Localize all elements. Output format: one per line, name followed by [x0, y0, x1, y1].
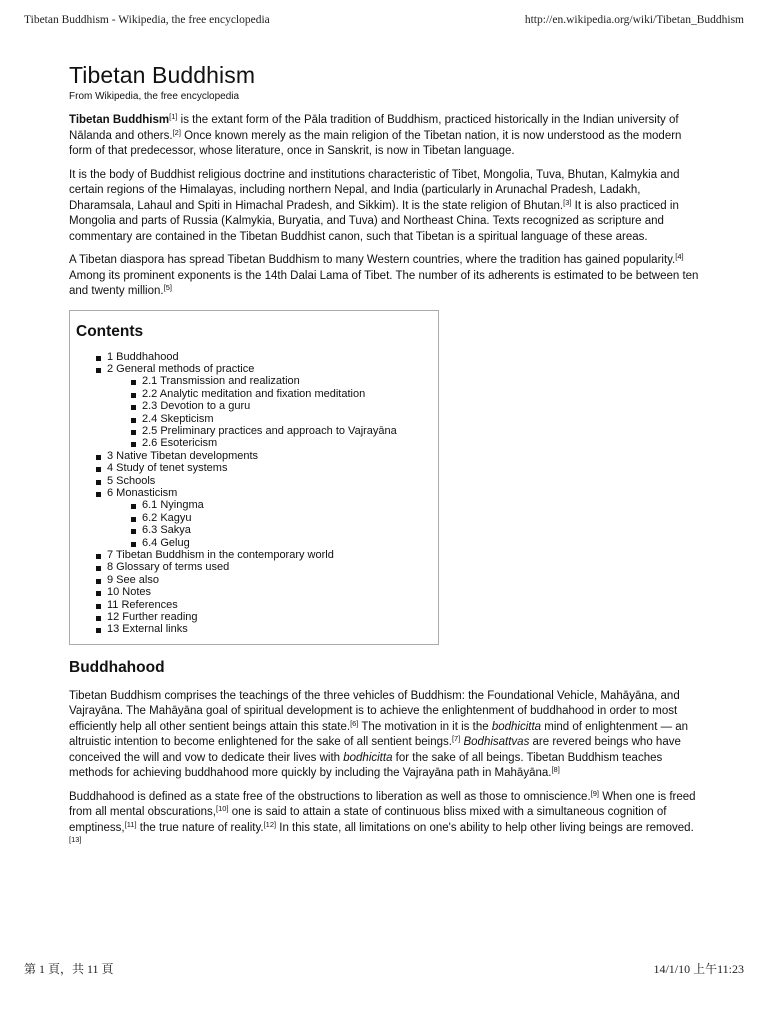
toc-item[interactable]: 2.5 Preliminary practices and approach to Vajrayāna: [131, 425, 438, 437]
ref-link[interactable]: [2]: [172, 127, 181, 137]
toc-item[interactable]: 10 Notes: [96, 586, 438, 598]
print-url[interactable]: http://en.wikipedia.org/wiki/Tibetan_Buddhism: [524, 14, 744, 26]
text-run: Among its prominent exponents is the 14th Dalai Lama of Tibet. The number of its adherents is estimated to be between ten and twenty million.: [69, 269, 699, 297]
text-run: mind of enlightenment — an altruistic intention to become enlightened for the sake of all sentient beings.: [69, 720, 689, 749]
toc-item[interactable]: 12 Further reading: [96, 611, 438, 623]
print-header: [24, 14, 744, 28]
italic-term: bodhicitta: [491, 720, 542, 733]
ref-link[interactable]: [8]: [551, 765, 560, 775]
ref-link[interactable]: [10]: [216, 804, 229, 814]
text-run: Once known merely as the main religion of the Tibetan nation, it is now understood as the modern form of that predecessor, whose literature, once in Sanskrit, is now in Tibetan language.: [69, 129, 682, 157]
text-run: are revered beings who have conceived the will and vow to dedicate their lives with: [69, 736, 681, 764]
text-run: It is also practiced in Mongolia and parts of Russia (Kalmykia, Buryatia, and Tuva) and Northeast China. Texts recognized as scripture and commentary are contained in the Tibetan Buddhist canon, such that Tibetan is a spiritual language of these areas.: [69, 199, 679, 243]
ref-link[interactable]: [3]: [563, 197, 572, 207]
intro-paragraph-2: [69, 168, 699, 246]
toc-item[interactable]: 1 Buddhahood: [96, 351, 438, 363]
italic-term: Bodhisattvas: [463, 736, 530, 749]
ref-link[interactable]: [7]: [451, 734, 461, 744]
toc-item[interactable]: 6.3 Sakya: [131, 524, 438, 536]
toc-item[interactable]: 8 Glossary of terms used: [96, 561, 438, 573]
article-content: [69, 60, 699, 860]
toc-item[interactable]: 6 Monasticism: [96, 487, 438, 499]
text-run: the true nature of reality.: [136, 821, 264, 834]
ref-link[interactable]: [12]: [263, 819, 277, 829]
text-run: When one is freed from all mental obscurations,: [69, 790, 696, 819]
ref-link[interactable]: [11]: [124, 819, 137, 829]
term-bold: Tibetan Buddhism: [69, 114, 170, 126]
toc-item[interactable]: 9 See also: [96, 574, 438, 586]
toc-item[interactable]: 4 Study of tenet systems: [96, 462, 438, 474]
toc-item[interactable]: 6.4 Gelug: [131, 537, 438, 549]
text-run: one is said to attain a state of continuous bliss mixed with a simultaneous cognition of emptiness,: [69, 806, 667, 834]
toc-item[interactable]: 7 Tibetan Buddhism in the contemporary world: [96, 549, 438, 561]
table-of-contents: [69, 310, 439, 645]
toc-item[interactable]: 2.1 Transmission and realization: [131, 375, 438, 387]
ref-link[interactable]: [4]: [675, 252, 684, 261]
text-run: Buddhahood is defined as a state free of the obstructions to liberation as well as those to omniscience.: [69, 790, 591, 803]
buddhahood-paragraph-2: [69, 790, 699, 852]
text-run: A Tibetan diaspora has spread Tibetan Buddhism to many Western countries, where the tradition has gained popularity.: [69, 254, 676, 266]
print-page-title: Tibetan Buddhism - Wikipedia, the free encyclopedia: [24, 14, 270, 26]
toc-item[interactable]: 13 External links: [96, 623, 438, 635]
ref-link[interactable]: [1]: [169, 112, 178, 121]
buddhahood-paragraph-1: [69, 689, 699, 782]
toc-list: [76, 351, 438, 636]
toc-item[interactable]: 5 Schools: [96, 475, 438, 487]
text-run: It is the body of Buddhist religious doctrine and institutions characteristic of Tibet, Mongolia, Tuva, Bhutan, Kalmykia and certain regions of the Himalayas, including northern Nepal, and India (particularly in Arunachal Pradesh, Ladakh, Dharamsala, Lahaul and Spiti in Himachal Pradesh, and Sikkim). It is the state religion of Bhutan.: [69, 168, 680, 212]
toc-item[interactable]: 2 General methods of practice: [96, 363, 438, 375]
site-sub: From Wikipedia, the free encyclopedia: [69, 91, 240, 102]
print-footer: [24, 960, 744, 974]
toc-title: Contents: [76, 322, 144, 340]
page-title: Tibetan Buddhism: [69, 62, 256, 88]
text-run: is the extant form of the Pāla tradition of Buddhism, practiced historically in the Indian university of Nālanda and others.: [69, 114, 679, 142]
intro-paragraph-1: [69, 113, 699, 160]
ref-link[interactable]: [9]: [590, 788, 599, 798]
intro-paragraph-3: [69, 253, 699, 300]
page-counter: 第 1 頁，共 11 頁: [24, 962, 114, 976]
toc-item[interactable]: 6.2 Kagyu: [131, 512, 438, 524]
text-run: for the sake of all beings. Tibetan Buddhism teaches methods for achieving buddhahood more quickly by including the Vajrayāna path in Mahāyāna.: [69, 751, 663, 780]
ref-link[interactable]: [5]: [163, 283, 172, 292]
print-timestamp: 14/1/10 上午11:23: [653, 962, 744, 976]
text-run: In this state, all limitations on one's ability to help other living beings are removed.: [276, 821, 694, 834]
toc-item[interactable]: 3 Native Tibetan developments: [96, 450, 438, 462]
toc-item[interactable]: 2.3 Devotion to a guru: [131, 400, 438, 412]
italic-term: bodhicitta: [343, 751, 393, 764]
text-run: Tibetan Buddhism comprises the teachings of the three vehicles of Buddhism: the Foundational Vehicle, Mahāyāna, and Vajrayāna. The Mahāyāna goal of spiritual development is to achieve the enlightenment of buddhahood in order to most efficiently help all other sentient beings attain this state.: [69, 689, 680, 733]
ref-link[interactable]: [13]: [69, 835, 82, 845]
toc-item[interactable]: 11 References: [96, 599, 438, 611]
toc-item[interactable]: 6.1 Nyingma: [131, 499, 438, 511]
section-heading-buddhahood: Buddhahood: [69, 658, 165, 676]
toc-item[interactable]: 2.6 Esotericism: [131, 437, 438, 449]
toc-item[interactable]: 2.2 Analytic meditation and fixation meditation: [131, 388, 438, 400]
text-run: The motivation in it is the: [358, 720, 492, 733]
toc-item[interactable]: 2.4 Skepticism: [131, 413, 438, 425]
ref-link[interactable]: [6]: [350, 718, 359, 728]
